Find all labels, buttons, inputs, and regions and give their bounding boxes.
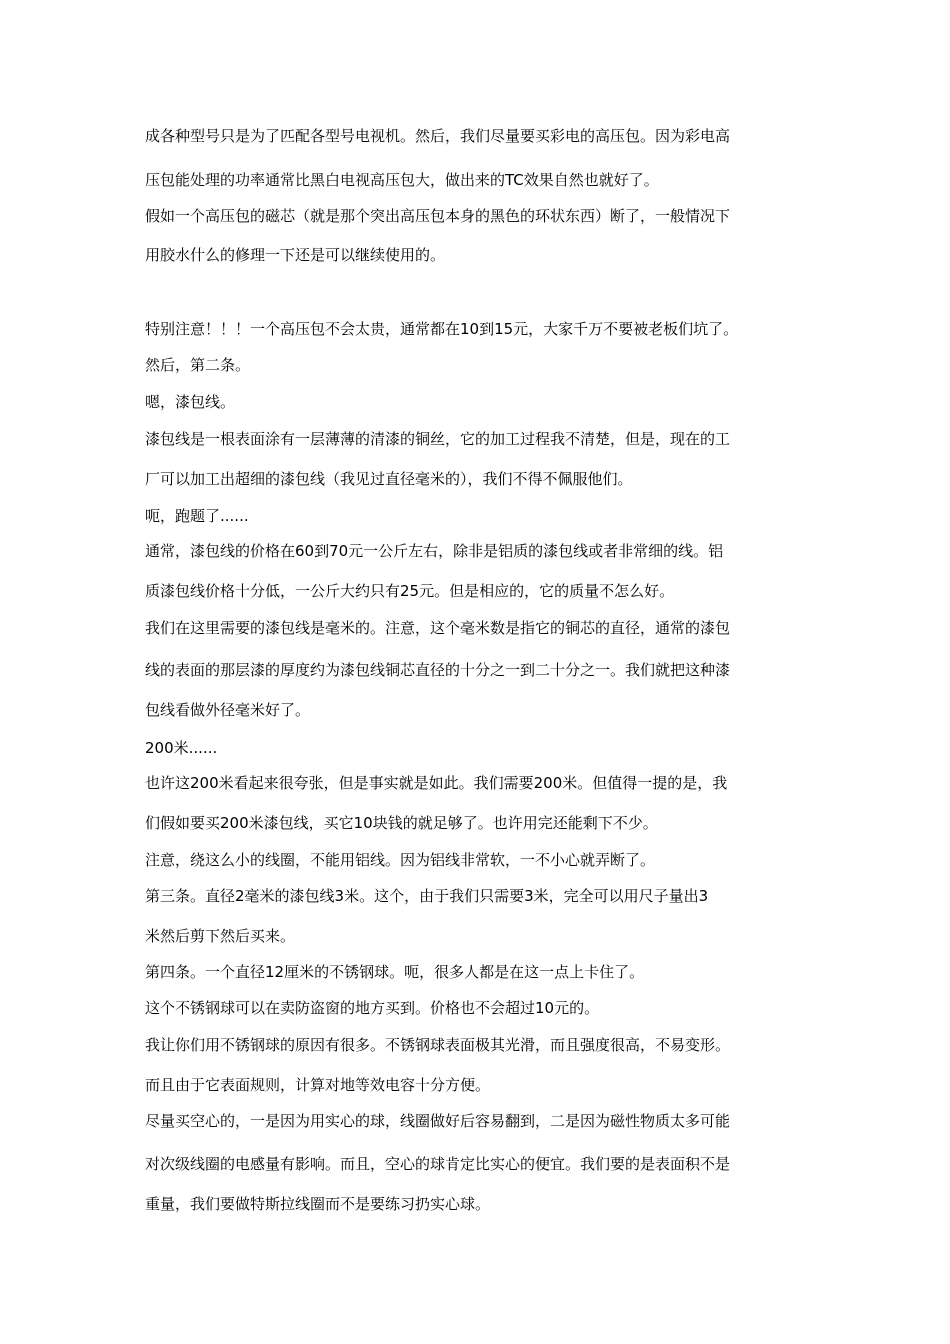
text-line: 重量，我们要做特斯拉线圈而不是要练习扔实心球。 — [145, 1195, 491, 1213]
text-line: 用胶水什么的修理一下还是可以继续使用的。 — [145, 246, 446, 264]
text-line: 也许这200米看起来很夸张，但是事实就是如此。我们需要200米。但值得一提的是，我 — [145, 774, 728, 792]
text-line: 通常，漆包线的价格在60到70元一公斤左右，除非是铝质的漆包线或者非常细的线。铝 — [145, 542, 724, 560]
text-line: 呃，跑题了...... — [145, 507, 249, 525]
text-line: 嗯，漆包线。 — [145, 393, 236, 411]
text-line: 线的表面的那层漆的厚度约为漆包线铜芯直径的十分之一到二十分之一。我们就把这种漆 — [145, 661, 731, 679]
text-line: 特别注意！！！一个高压包不会太贵，通常都在10到15元，大家千万不要被老板们坑了。 — [145, 320, 739, 338]
text-line: 我让你们用不锈钢球的原因有很多。不锈钢球表面极其光滑，而且强度很高，不易变形。 — [145, 1036, 731, 1054]
text-line: 漆包线是一根表面涂有一层薄薄的清漆的铜丝，它的加工过程我不清楚，但是，现在的工 — [145, 430, 731, 448]
text-line: 假如一个高压包的磁芯（就是那个突出高压包本身的黑色的环状东西）断了，一般情况下 — [145, 207, 731, 225]
text-line: 这个不锈钢球可以在卖防盗窗的地方买到。价格也不会超过10元的。 — [145, 999, 600, 1017]
text-line: 200米...... — [145, 739, 218, 757]
text-line: 注意，绕这么小的线圈，不能用铝线。因为铝线非常软，一不小心就弄断了。 — [145, 851, 656, 869]
text-line: 第四条。一个直径12厘米的不锈钢球。呃，很多人都是在这一点上卡住了。 — [145, 963, 645, 981]
text-line: 然后，第二条。 — [145, 356, 251, 374]
text-line: 尽量买空心的，一是因为用实心的球，线圈做好后容易翻到，二是因为磁性物质太多可能 — [145, 1112, 731, 1130]
text-line: 而且由于它表面规则，计算对地等效电容十分方便。 — [145, 1076, 491, 1094]
text-line: 第三条。直径2毫米的漆包线3米。这个，由于我们只需要3米，完全可以用尺子量出3 — [145, 887, 709, 905]
text-line: 厂可以加工出超细的漆包线（我见过直径毫米的），我们不得不佩服他们。 — [145, 470, 633, 488]
text-line: 对次级线圈的电感量有影响。而且，空心的球肯定比实心的便宜。我们要的是表面积不是 — [145, 1155, 731, 1173]
text-line: 包线看做外径毫米好了。 — [145, 701, 311, 719]
text-line: 质漆包线价格十分低，一公斤大约只有25元。但是相应的，它的质量不怎么好。 — [145, 582, 675, 600]
text-line: 我们在这里需要的漆包线是毫米的。注意，这个毫米数是指它的铜芯的直径，通常的漆包 — [145, 619, 731, 637]
text-line: 成各种型号只是为了匹配各型号电视机。然后，我们尽量要买彩电的高压包。因为彩电高 — [145, 127, 731, 145]
text-line: 压包能处理的功率通常比黑白电视高压包大，做出来的TC效果自然也就好了。 — [145, 171, 659, 189]
text-line: 们假如要买200米漆包线，买它10块钱的就足够了。也许用完还能剩下不少。 — [145, 814, 658, 832]
text-line: 米然后剪下然后买来。 — [145, 927, 296, 945]
